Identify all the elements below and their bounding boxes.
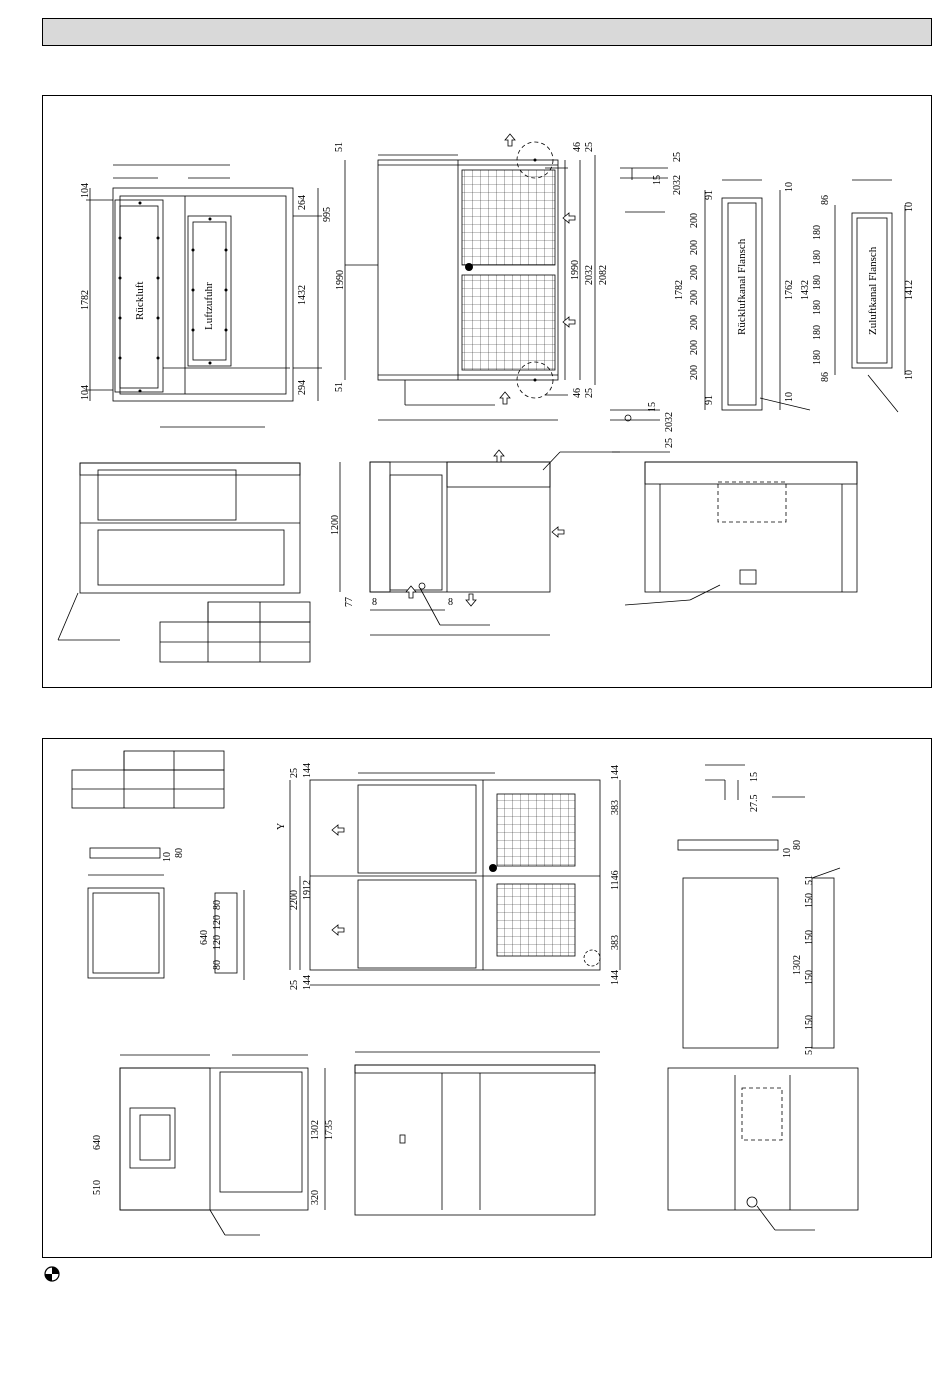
dim-25-detail-b: 25 — [664, 438, 675, 448]
top-side-elevation — [340, 452, 620, 635]
dim-180-2: 180 — [812, 250, 823, 265]
airflow-arrow-icon — [505, 134, 515, 146]
dim-200-2: 200 — [689, 240, 700, 255]
airflow-arrow-icon — [332, 925, 344, 935]
dim-b-80-d: 80 — [792, 840, 803, 850]
bottom-table — [72, 751, 224, 808]
label-return-flange: Rücklufkanal Flansch — [736, 238, 748, 335]
dim-b-144-bottom: 144 — [302, 975, 313, 990]
dim-51-bottom: 51 — [334, 382, 345, 392]
dim-b-120-1: 120 — [212, 915, 223, 930]
dim-b-80-a: 80 — [174, 848, 185, 858]
dim-8-left: 8 — [372, 597, 377, 608]
airflow-arrow-icon — [500, 392, 510, 404]
dim-b-150-3: 150 — [804, 970, 815, 985]
dim-86-top: 86 — [820, 195, 831, 205]
dim-1432: 1432 — [297, 285, 308, 305]
dim-200-7: 200 — [689, 365, 700, 380]
dim-b-51-top: 51 — [804, 875, 815, 885]
dim-b-383-bottom: 383 — [610, 935, 621, 950]
dim-200-5: 200 — [689, 315, 700, 330]
dim-1762: 1762 — [784, 280, 795, 300]
dim-b-1146: 1146 — [610, 870, 621, 890]
dim-1782-flange: 1782 — [674, 280, 685, 300]
dim-b-640-a: 640 — [199, 930, 210, 945]
dim-b-150-1: 150 — [804, 893, 815, 908]
dim-25-top: 25 — [584, 142, 595, 152]
dim-25-bottom: 25 — [584, 388, 595, 398]
center-of-gravity-icon — [44, 1266, 60, 1282]
dim-b-320: 320 — [310, 1190, 321, 1205]
dim-b-1735: 1735 — [324, 1120, 335, 1140]
dim-10-bottom-s: 10 — [904, 370, 915, 380]
dim-8-right: 8 — [448, 597, 453, 608]
dim-2082: 2082 — [598, 265, 609, 285]
dim-25-detail-a: 25 — [672, 152, 683, 162]
dim-200-6: 200 — [689, 340, 700, 355]
dim-b-120-2: 120 — [212, 935, 223, 950]
airflow-arrow-icon — [466, 594, 476, 606]
dim-b-10-b: 10 — [782, 848, 793, 858]
dim-b-144-top: 144 — [302, 763, 313, 778]
dim-180-6: 180 — [812, 350, 823, 365]
dim-b-1302-b: 1302 — [310, 1120, 321, 1140]
dim-200-1: 200 — [689, 213, 700, 228]
dim-2032-right: 2032 — [584, 265, 595, 285]
dim-995: 995 — [322, 207, 333, 222]
dim-b-383-top: 383 — [610, 800, 621, 815]
dim-b-144-right-top: 144 — [610, 765, 621, 780]
dim-15-detail-a: 15 — [652, 175, 663, 185]
dim-200-4: 200 — [689, 290, 700, 305]
airflow-arrow-icon — [332, 825, 344, 835]
dim-46-top: 46 — [572, 142, 583, 152]
dim-104-top: 104 — [80, 183, 91, 198]
dim-2032-detail-b: 2032 — [664, 412, 675, 432]
dim-1432-flange: 1432 — [800, 280, 811, 300]
dim-b-Y: Y — [276, 822, 287, 830]
bottom-front-view — [355, 1052, 600, 1215]
airflow-arrow-icon — [552, 527, 564, 537]
dim-46-bottom: 46 — [572, 388, 583, 398]
label-supply-air: Luftzufuhr — [203, 282, 215, 330]
dim-b-1302: 1302 — [792, 955, 803, 975]
dim-10-top-s: 10 — [904, 202, 915, 212]
dim-77: 77 — [344, 597, 355, 607]
top-front-elevation — [345, 142, 595, 420]
dim-180-4: 180 — [812, 300, 823, 315]
bottom-rear-view — [668, 1068, 858, 1230]
dim-1200: 1200 — [330, 515, 341, 535]
top-rear-elevation — [625, 462, 857, 605]
dim-2032-detail-a: 2032 — [672, 175, 683, 195]
dim-180-1: 180 — [812, 225, 823, 240]
top-left-elevation — [58, 463, 300, 640]
dim-15-detail-b: 15 — [647, 402, 658, 412]
dim-b-15: 15 — [749, 772, 760, 782]
airflow-arrow-icon — [406, 586, 416, 598]
dim-b-150-4: 150 — [804, 1015, 815, 1030]
dim-1990-right: 1990 — [570, 260, 581, 280]
dim-180-3: 180 — [812, 275, 823, 290]
label-supply-flange: Zuluftkanal Flansch — [867, 246, 879, 335]
dim-10-top-r: 10 — [784, 182, 795, 192]
dim-b-510: 510 — [92, 1180, 103, 1195]
dim-1412: 1412 — [904, 280, 915, 300]
top-table — [160, 602, 310, 662]
top-detail-sketches — [610, 168, 670, 452]
dim-1990-left: 1990 — [335, 270, 346, 290]
bottom-side-elevation — [120, 1055, 325, 1235]
bottom-front-elevation — [290, 773, 620, 985]
dim-b-80-c: 80 — [212, 960, 223, 970]
dim-51-top: 51 — [334, 142, 345, 152]
dim-b-25-top: 25 — [289, 768, 300, 778]
dim-200-3: 200 — [689, 265, 700, 280]
dim-b-2200: 2200 — [289, 890, 300, 910]
dim-180-5: 180 — [812, 325, 823, 340]
dim-10-bottom-r: 10 — [784, 392, 795, 402]
dim-b-51-bottom: 51 — [804, 1045, 815, 1055]
dim-91-top: 91 — [704, 190, 715, 200]
airflow-arrow-icon — [494, 450, 504, 462]
dim-104-bottom: 104 — [80, 385, 91, 400]
dim-86-bottom: 86 — [820, 372, 831, 382]
dim-b-80-b: 80 — [212, 900, 223, 910]
dim-b-640-b: 640 — [92, 1135, 103, 1150]
dim-1782: 1782 — [80, 290, 91, 310]
dim-b-25-bottom: 25 — [289, 980, 300, 990]
dim-264: 264 — [297, 195, 308, 210]
dim-294: 294 — [297, 380, 308, 395]
label-return-air: Rückluft — [134, 281, 146, 320]
dim-b-1912: 1912 — [302, 880, 313, 900]
dim-91-bottom: 91 — [704, 395, 715, 405]
dim-b-144-right-bottom: 144 — [610, 970, 621, 985]
dim-b-27-5: 27.5 — [749, 794, 760, 812]
dim-b-150-2: 150 — [804, 930, 815, 945]
dim-b-10-a: 10 — [162, 852, 173, 862]
